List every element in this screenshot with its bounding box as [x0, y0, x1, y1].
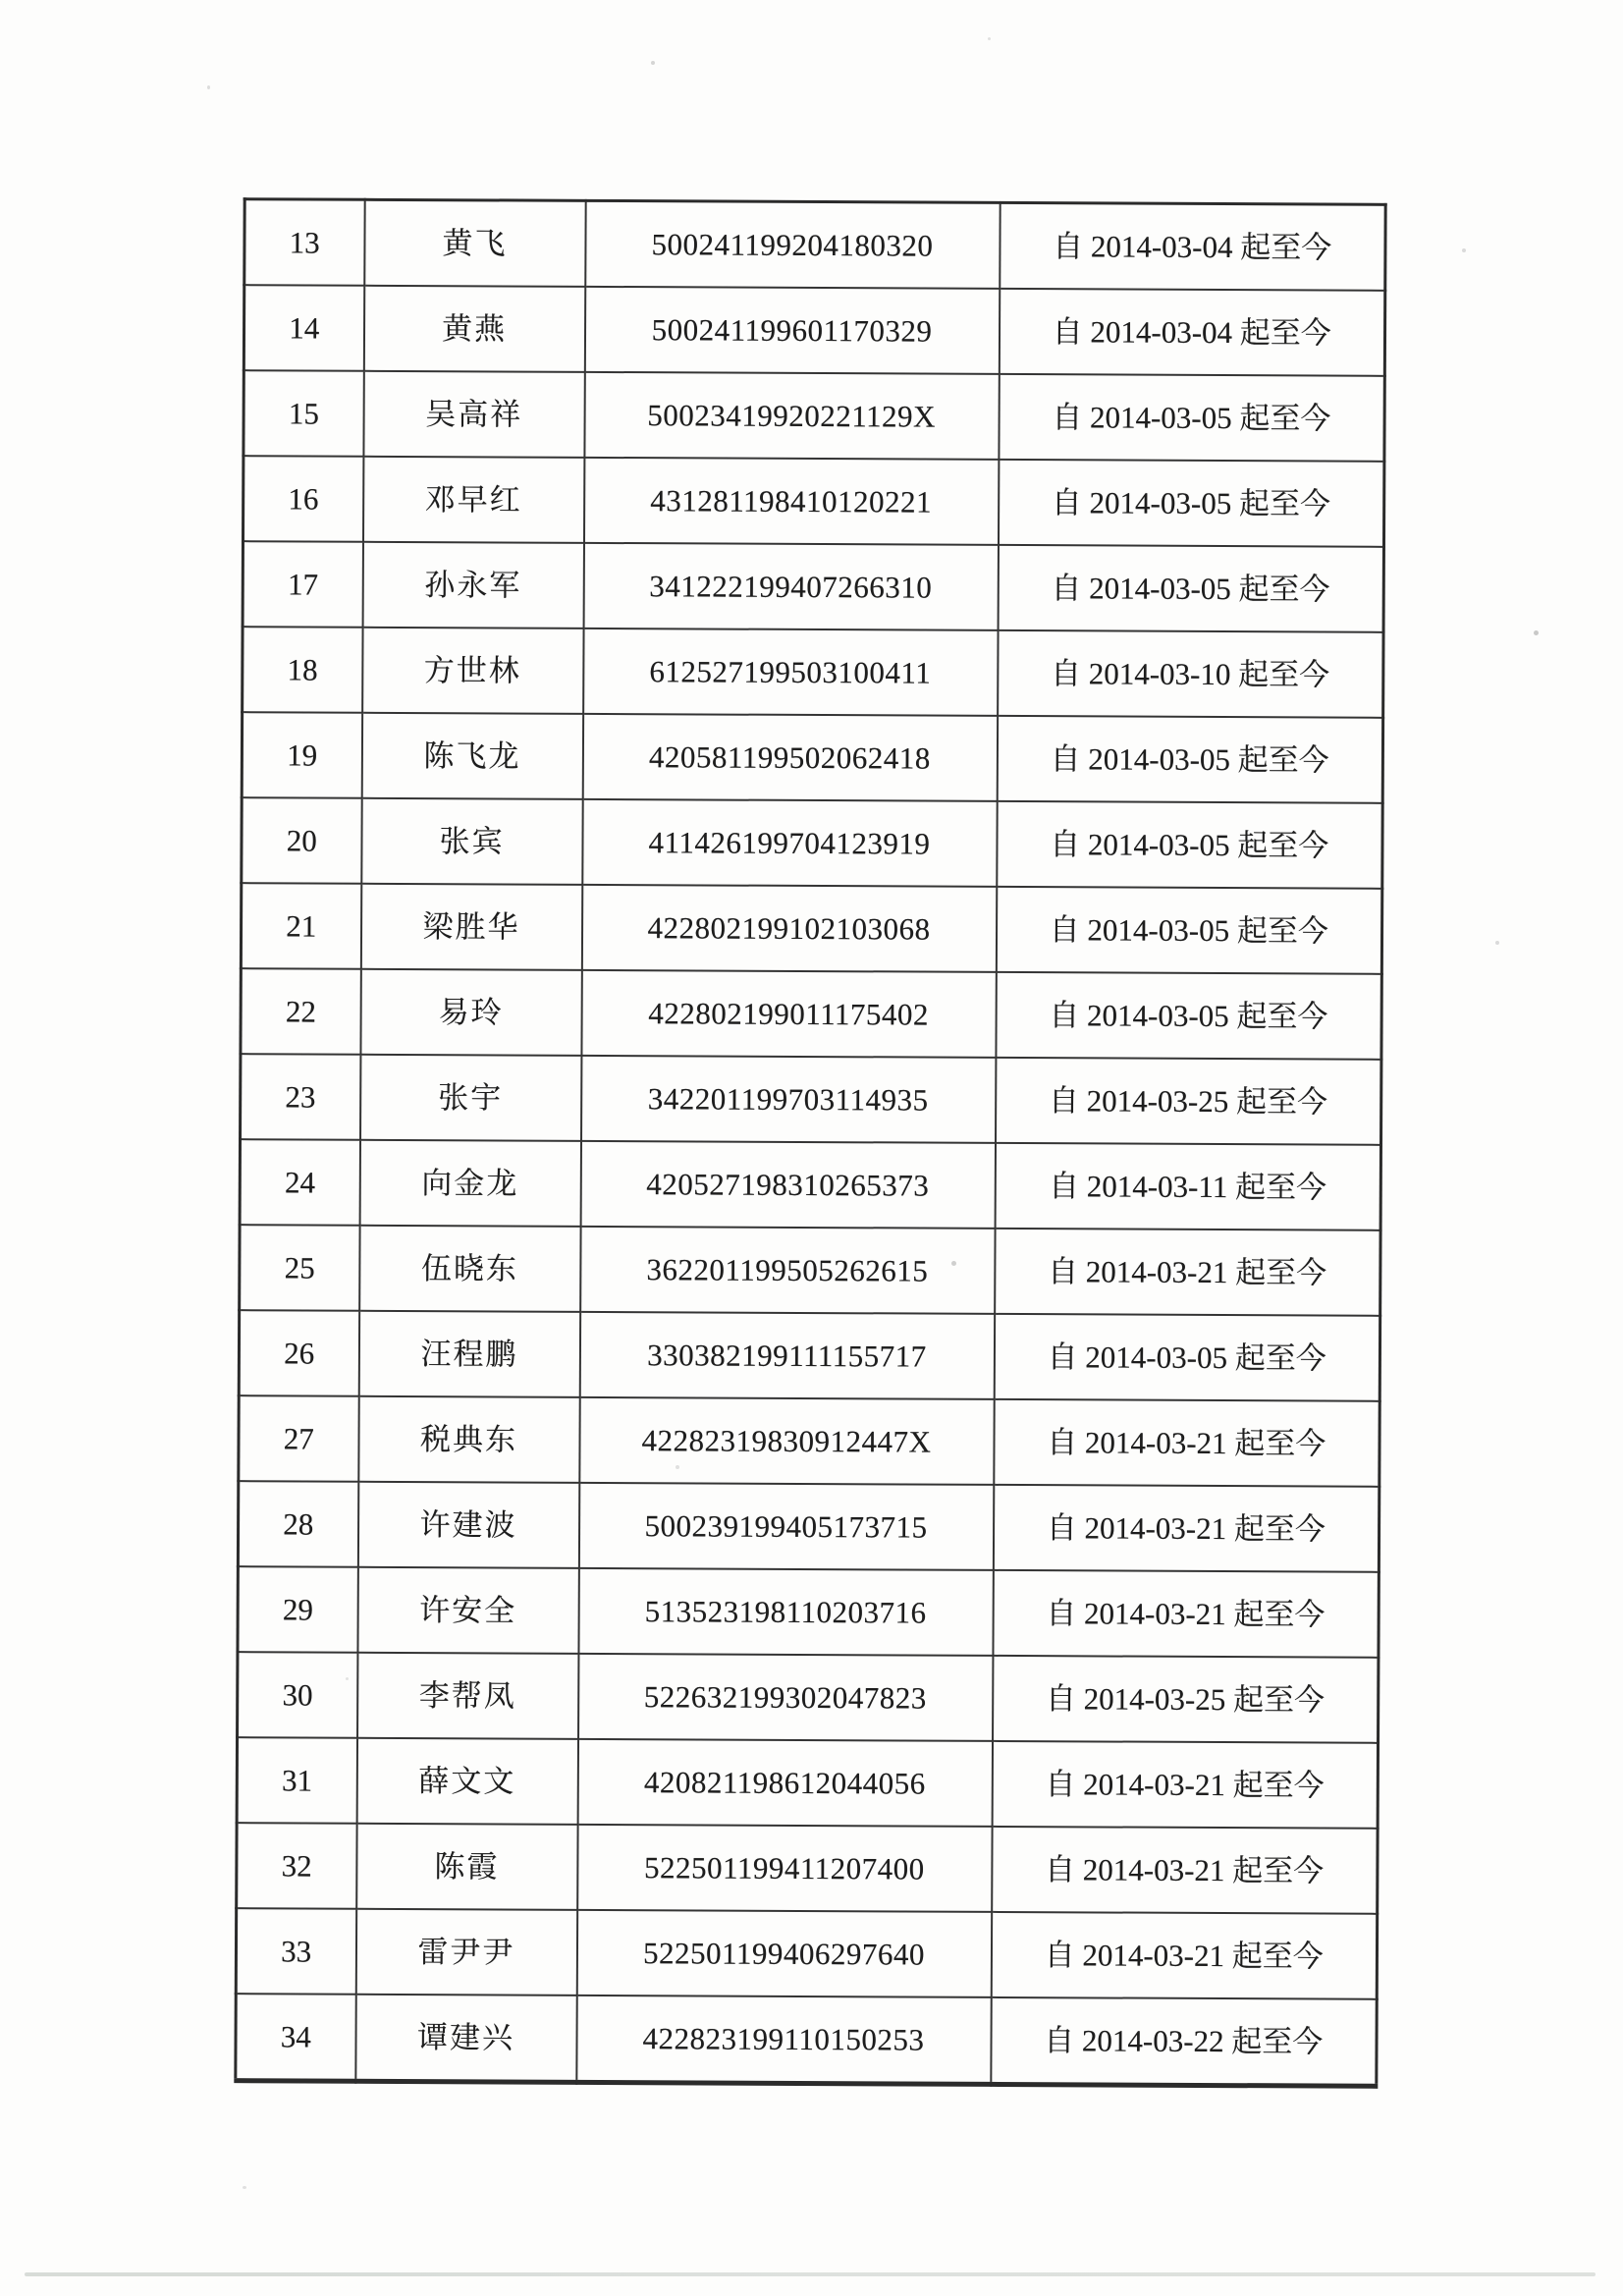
table-row — [243, 285, 1384, 376]
record-table-body — [236, 199, 1385, 2087]
period-cell: 自 2014-03-05 起至今 — [998, 545, 1383, 632]
table-row — [243, 370, 1384, 462]
table-row — [238, 1652, 1379, 1743]
period-cell: 自 2014-03-04 起至今 — [999, 289, 1384, 376]
scan-speck — [651, 61, 655, 65]
table-row — [241, 883, 1381, 974]
table-row — [242, 712, 1382, 803]
person-name-cell: 李帮凤 — [357, 1653, 578, 1739]
person-name-cell: 伍晓东 — [359, 1226, 580, 1312]
person-name-cell: 吴高祥 — [363, 371, 584, 458]
id-number-cell: 612527199503100411 — [583, 629, 998, 716]
table-row — [237, 1737, 1378, 1829]
serial-number-cell: 25 — [240, 1225, 359, 1311]
paper-edge-shadow — [25, 2272, 1596, 2276]
table-row — [239, 1310, 1380, 1401]
period-cell: 自 2014-03-22 起至今 — [991, 1997, 1377, 2086]
serial-number-cell: 19 — [242, 712, 361, 798]
serial-number-cell: 32 — [237, 1823, 356, 1909]
period-cell: 自 2014-03-05 起至今 — [994, 1314, 1380, 1401]
id-number-cell: 362201199505262615 — [580, 1227, 995, 1314]
person-name-cell: 汪程鹏 — [358, 1311, 579, 1397]
period-cell: 自 2014-03-21 起至今 — [993, 1570, 1379, 1658]
table-row — [240, 1139, 1380, 1230]
serial-number-cell: 26 — [239, 1310, 358, 1396]
period-cell: 自 2014-03-05 起至今 — [997, 801, 1382, 889]
period-cell: 自 2014-03-04 起至今 — [1000, 202, 1385, 290]
serial-number-cell: 30 — [238, 1652, 357, 1738]
person-name-cell: 税典东 — [358, 1396, 579, 1483]
period-cell: 自 2014-03-25 起至今 — [996, 1058, 1381, 1145]
period-cell: 自 2014-03-21 起至今 — [995, 1229, 1380, 1316]
table-row — [238, 1566, 1379, 1658]
period-cell: 自 2014-03-05 起至今 — [996, 972, 1381, 1060]
person-name-cell: 梁胜华 — [360, 884, 581, 970]
scan-speck — [1462, 248, 1466, 252]
table-row — [243, 627, 1383, 718]
serial-number-cell: 16 — [243, 456, 362, 542]
id-number-cell: 341222199407266310 — [583, 543, 998, 630]
period-cell: 自 2014-03-10 起至今 — [998, 630, 1383, 718]
serial-number-cell: 28 — [238, 1481, 357, 1567]
id-number-cell: 422823199110150253 — [576, 1995, 991, 2085]
serial-number-cell: 14 — [243, 285, 363, 371]
table-row — [243, 456, 1383, 547]
person-name-cell: 张宾 — [361, 798, 582, 885]
id-number-cell: 522501199406297640 — [576, 1910, 991, 1997]
id-number-cell: 500239199405173715 — [578, 1483, 993, 1570]
serial-number-cell: 29 — [238, 1566, 357, 1653]
table-row — [243, 541, 1383, 632]
serial-number-cell: 21 — [241, 883, 360, 969]
person-name-cell: 许安全 — [357, 1567, 578, 1654]
scan-speck — [1534, 630, 1539, 635]
period-cell: 自 2014-03-21 起至今 — [991, 1912, 1377, 1999]
period-cell: 自 2014-03-21 起至今 — [992, 1741, 1378, 1829]
table-row — [240, 1225, 1380, 1316]
table-row — [241, 968, 1381, 1060]
period-cell: 自 2014-03-05 起至今 — [999, 374, 1384, 462]
scan-speck — [988, 37, 991, 40]
table-row — [239, 1395, 1380, 1487]
record-table — [234, 197, 1386, 2089]
serial-number-cell: 34 — [236, 1994, 355, 2081]
person-name-cell: 薛文文 — [356, 1738, 577, 1825]
period-cell: 自 2014-03-11 起至今 — [995, 1143, 1380, 1230]
person-name-cell: 黄燕 — [363, 286, 584, 372]
serial-number-cell: 17 — [243, 541, 362, 628]
person-name-cell: 易玲 — [360, 969, 581, 1056]
id-number-cell: 431281198410120221 — [583, 458, 998, 545]
serial-number-cell: 13 — [244, 199, 364, 286]
serial-number-cell: 18 — [243, 627, 362, 713]
person-name-cell: 陈霞 — [356, 1824, 577, 1910]
serial-number-cell: 20 — [242, 797, 361, 884]
id-number-cell: 513523198110203716 — [578, 1568, 993, 1656]
scan-speck — [243, 2186, 246, 2189]
period-cell: 自 2014-03-25 起至今 — [993, 1656, 1379, 1743]
table-row — [242, 797, 1382, 889]
serial-number-cell: 31 — [237, 1737, 356, 1824]
serial-number-cell: 24 — [240, 1139, 359, 1226]
serial-number-cell: 23 — [241, 1054, 360, 1140]
person-name-cell: 黄飞 — [364, 199, 585, 287]
serial-number-cell: 22 — [241, 968, 360, 1055]
table-row — [241, 1054, 1381, 1145]
period-cell: 自 2014-03-05 起至今 — [998, 460, 1383, 547]
serial-number-cell: 33 — [236, 1908, 355, 1995]
table-row — [236, 1908, 1377, 1999]
period-cell: 自 2014-03-21 起至今 — [992, 1827, 1378, 1914]
id-number-cell: 500241199601170329 — [584, 287, 999, 374]
person-name-cell: 张宇 — [360, 1055, 581, 1141]
id-number-cell: 522501199411207400 — [577, 1825, 992, 1912]
person-name-cell: 邓早红 — [362, 457, 583, 543]
person-name-cell: 许建波 — [357, 1482, 578, 1568]
person-name-cell: 孙永军 — [362, 542, 583, 629]
id-number-cell: 50023419920221129X — [584, 372, 999, 460]
period-cell: 自 2014-03-21 起至今 — [993, 1485, 1379, 1572]
person-name-cell: 谭建兴 — [355, 1995, 576, 2083]
id-number-cell: 500241199204180320 — [585, 200, 1000, 289]
id-number-cell: 422802199011175402 — [581, 970, 996, 1058]
person-name-cell: 雷尹尹 — [355, 1909, 576, 1995]
id-number-cell: 411426199704123919 — [582, 799, 997, 887]
scan-speck — [207, 85, 210, 89]
id-number-cell: 522632199302047823 — [578, 1654, 993, 1741]
id-number-cell: 420581199502062418 — [582, 714, 997, 801]
id-number-cell: 330382199111155717 — [579, 1312, 994, 1399]
person-name-cell: 方世林 — [362, 628, 583, 714]
table-row — [244, 199, 1385, 291]
table-row — [238, 1481, 1379, 1572]
scan-speck — [1495, 941, 1499, 945]
period-cell: 自 2014-03-05 起至今 — [997, 716, 1382, 803]
person-name-cell: 陈飞龙 — [361, 713, 582, 799]
table-row — [237, 1823, 1378, 1914]
period-cell: 自 2014-03-05 起至今 — [996, 887, 1381, 974]
id-number-cell: 342201199703114935 — [581, 1056, 996, 1143]
serial-number-cell: 15 — [243, 370, 363, 457]
table-row — [236, 1994, 1377, 2086]
id-number-cell: 422802199102103068 — [581, 885, 996, 972]
person-name-cell: 向金龙 — [359, 1140, 580, 1227]
period-cell: 自 2014-03-21 起至今 — [994, 1399, 1380, 1487]
id-number-cell: 420821198612044056 — [577, 1739, 992, 1827]
id-number-cell: 420527198310265373 — [580, 1141, 995, 1229]
id-number-cell: 42282319830912447X — [579, 1397, 994, 1485]
serial-number-cell: 27 — [239, 1395, 358, 1482]
